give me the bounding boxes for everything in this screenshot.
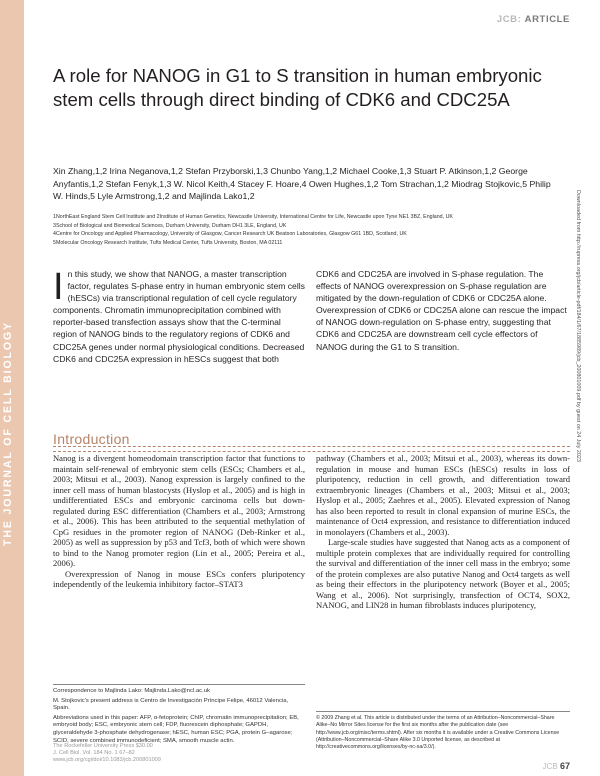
download-note-text: Downloaded from http://rupress.org/jcb/article-pdf/184/1/67/1885989/jcb_200801009.pdf by guest on 24 July 2023 xyxy=(575,190,581,462)
affiliation: 1NorthEast England Stem Cell Institute and 2Institute of Human Genetics, Newcastle University, International Centre for Life, Newcastle upon Tyne NE1 3BZ, England, UK xyxy=(53,214,453,220)
abbreviations-note: Abbreviations used in this paper: AFP, α-fetoprotein; ChIP, chromatin immunoprecipitation; EB, embryoid body; ESC, embryonic stem cell; FDP, fluorescein diphosphate; GAPDH, glyceraldehyde 3-phosphate dehydrogenase; hESC, human ESC; PGA, protein G–agarose; SCID, severe combined immunodeficient; SMA, smooth muscle actin. xyxy=(53,714,299,744)
journal-abbrev: JCB: xyxy=(496,14,525,25)
journal-section-label xyxy=(497,14,570,25)
abstract-right: CDK6 and CDC25A are involved in S-phase regulation. The effects of NANOG overexpression on S-phase regulation are mitigated by the down-regulation of CDK6 or CDC25A alone. Overexpression of CDK6 or CDC25A alone can rescue the impact of NANOG down-regulation on S-phase entry, suggesting that CDK6 and CDC25A are downstream cell cycle effectors of NANOG during the G1 to S transition. xyxy=(316,269,567,352)
download-note xyxy=(573,190,583,540)
paragraph: Overexpression of Nanog in mouse ESCs confers pluripotency independently of the leukemia inhibitory factor–STAT3 xyxy=(53,568,305,589)
publisher-line: The Rockefeller University Press $30.00 xyxy=(53,743,153,749)
license-note: © 2009 Zhang et al. This article is distributed under the terms of an Attribution–Noncommercial–Share Alike–No Mirror Sites license for the first six months after the publication date (see http://www.jcb.org/misc/terms.shtml). After six months it is available under a Creative Commons License (Attribution–Noncommercial–Share Alike 3.0 Unported license, as described at http://creativecommons.org/licenses/by-nc-sa/3.0/). xyxy=(316,711,570,751)
affiliation: 5Molecular Oncology Research Institute, Tufts Medical Center, Tufts University, Boston, MA 02111 xyxy=(53,239,283,246)
paragraph: Nanog is a divergent homeodomain transcription factor that functions to maintain self-renewal of embryonic stem cells (ESCs; Chambers et al., 2003; Mitsui et al., 2003). Nanog expression is largely confined to the inner cell mass of human blastocysts (Hyslop et al., 2005) and is high in undifferentiated ESCs and embryonic carcinoma cells but down-regulated during ESC differentiation (Chambers et al., 2003; Armstrong et al., 2006). This has been attributed to the sequential methylation of CpG residues in the promoter region of NANOG (Deb-Rinker et al., 2005) as well as suppression by p53 and Tcf3, both of which were shown to bind to the Nanog promoter region (Lin et al., 2005; Pereira et al., 2006). xyxy=(53,453,305,568)
correspondence-note: Correspondence to Majlinda Lako: Majlinda.Lako@ncl.ac.uk xyxy=(53,688,210,694)
section-heading: Introduction xyxy=(53,431,130,447)
abstract-dropcap: I xyxy=(53,266,64,308)
body-column-right xyxy=(316,453,570,611)
footnotes xyxy=(53,688,305,747)
address-note: M. Stojkovic's present address is Centro de Investigación Príncipe Felipe, 46012 Valencia, Spain. xyxy=(53,697,289,712)
article-title: A role for NANOG in G1 to S transition in human embryonic stem cells through direct binding of CDK6 and CDC25A xyxy=(53,65,542,110)
section-divider xyxy=(53,446,570,452)
affiliation: 4Centre for Oncology and Applied Pharmacology, University of Glasgow, Cancer Research UK Beatson Laboratories, Glasgow G61 1BD, Scotland, UK xyxy=(53,231,407,238)
page-journal: JCB xyxy=(542,762,560,771)
body-column-left xyxy=(53,453,305,590)
journal-name-vertical: THE JOURNAL OF CELL BIOLOGY xyxy=(2,321,14,546)
paragraph: Large-scale studies have suggested that Nanog acts as a component of multiple protein complexes that are individually required for controlling the survival and differentiation of the inner cell mass in the embryo; some of the protein complexes are also putative Nanog and Oct4 targets as well as being their effectors in the pluripotency network (Boyer et al., 2005; Wang et al., 2006). Not surprisingly, transfection of OCT4, SOX2, NANOG, and LIN28 in human fibroblasts induces pluripotency, xyxy=(316,537,570,610)
affiliation: 3School of Biological and Biomedical Sciences, Durham University, Durham DH1 3LE, England, UK xyxy=(53,222,287,229)
abstract-left-text: n this study, we show that NANOG, a master transcription factor, regulates S-phase entry in human embryonic stem cells (hESCs) via transcriptional regulation of cell cycle regulatory components. Chromatin immunoprecipitation combined with reporter-based transfection assays show that the C-terminal region of NANOG binds to the regulatory regions of CDK6 and CDC25A genes under normal physiological conditions. Decreased CDK6 and CDC25A expression in hESCs suggest that both xyxy=(53,269,305,364)
page-number-value: 67 xyxy=(559,761,570,771)
article-type: ARTICLE xyxy=(524,14,570,25)
abstract-left xyxy=(53,268,305,365)
author-list: Xin Zhang,1,2 Irina Neganova,1,2 Stefan Przyborski,1,3 Chunbo Yang,1,2 Michael Cooke,1,3 Stuart P. Atkinson,1,2 George Anyfantis,1,2 Stefan Fenyk,1,3 W. Nicol Keith,4 Stacey F. Hoare,4 Owen Hughes,1,2 Tom Strachan,1,2 Miodrag Stojkovic,5 Philip W. Hinds,5 Lyle Armstrong,1,2 and Majlinda Lako1,2 xyxy=(53,166,551,202)
citation-line: J. Cell Biol. Vol. 184 No. 1 67–82 xyxy=(53,750,135,756)
affiliations xyxy=(53,213,563,247)
publication-info xyxy=(53,743,253,764)
footnote-divider xyxy=(53,684,305,685)
paragraph: pathway (Chambers et al., 2003; Mitsui et al., 2003), whereas its down-regulation in mouse and human ESCs (hESCs) results in loss of pluripotency, reduction in cell growth, and differentiation toward extraembryonic lineages (Chambers et al., 2003; Mitsui et al., 2003; Hyslop et al., 2005; Zaehres et al., 2005). Elevated expression of Nanog has also been reported to result in clonal expansion of murine ESCs, the maintenance of Oct4 expression, and resistance to differentiation induced in monolayers (Chambers et al., 2003). xyxy=(316,453,570,537)
page-number xyxy=(543,761,570,771)
journal-sidebar xyxy=(0,0,24,776)
doi-line: www.jcb.org/cgi/doi/10.1083/jcb.200801009 xyxy=(53,757,161,763)
